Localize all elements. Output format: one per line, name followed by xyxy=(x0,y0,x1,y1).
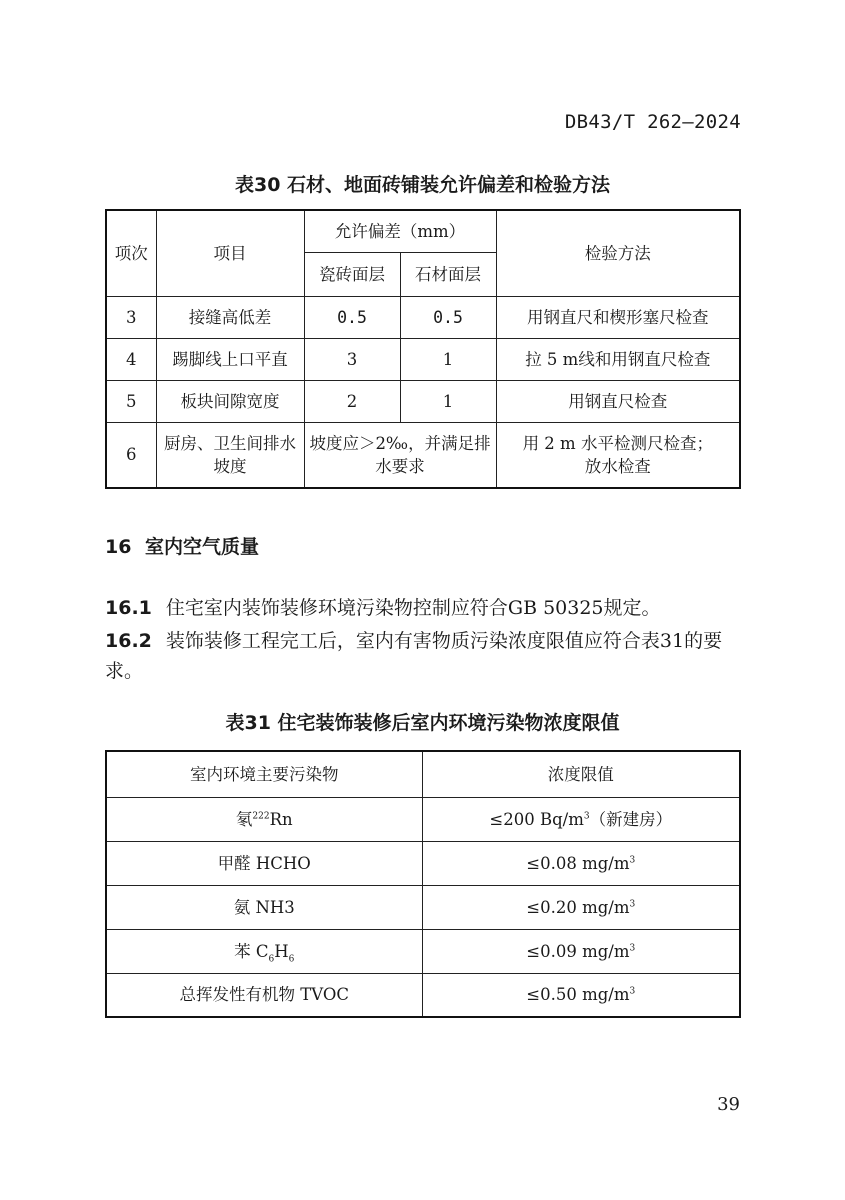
clause-text: 装饰装修工程完工后，室内有害物质污染浓度限值应符合表31的要求。 xyxy=(105,630,723,682)
clause-16-2 xyxy=(105,626,745,686)
unit-exponent: 3 xyxy=(629,943,636,953)
cell-stone: 1 xyxy=(400,338,496,380)
limit-value: ≤0.20 mg/m xyxy=(526,897,630,917)
table-row xyxy=(106,929,740,973)
header-limit: 浓度限值 xyxy=(422,751,740,797)
limit-value: ≤200 Bq/m xyxy=(489,809,584,829)
cell-item: 厨房、卫生间排水坡度 xyxy=(156,422,304,488)
table31-header-row xyxy=(106,751,740,797)
cell-pollutant: 氨 NH3 xyxy=(106,885,422,929)
header-method: 检验方法 xyxy=(496,210,740,296)
cell-no: 5 xyxy=(106,380,156,422)
clause-16-1 xyxy=(105,593,745,623)
limit-value: ≤0.09 mg/m xyxy=(526,941,630,961)
table30-title: 表30 石材、地面砖铺装允许偏差和检验方法 xyxy=(234,174,611,196)
cell-stone: 0.5 xyxy=(400,296,496,338)
isotope-number: 222 xyxy=(252,811,270,821)
table-row xyxy=(106,296,740,338)
cell-method: 用钢直尺和楔形塞尺检查 xyxy=(496,296,740,338)
header-item: 项目 xyxy=(156,210,304,296)
cell-pollutant xyxy=(106,929,422,973)
cell-pollutant xyxy=(106,797,422,841)
table-row xyxy=(106,885,740,929)
table31-title: 表31 住宅装饰装修后室内环境污染物浓度限值 xyxy=(225,712,620,734)
table-row xyxy=(106,797,740,841)
unit-exponent: 3 xyxy=(583,811,590,821)
table31 xyxy=(105,750,741,1018)
cell-pollutant: 总挥发性有机物 TVOC xyxy=(106,973,422,1017)
section-heading xyxy=(105,532,259,559)
unit-exponent: 3 xyxy=(629,986,636,997)
cell-no: 3 xyxy=(106,296,156,338)
cell-limit xyxy=(422,797,740,841)
limit-value: ≤0.08 mg/m xyxy=(526,853,630,873)
clause-number: 16.2 xyxy=(105,630,152,652)
table-row xyxy=(106,973,740,1017)
table30-header-row xyxy=(106,210,740,252)
page-number: 39 xyxy=(717,1094,740,1115)
cell-pollutant: 甲醛 HCHO xyxy=(106,841,422,885)
unit-exponent: 3 xyxy=(629,855,636,865)
table-row xyxy=(106,422,740,488)
subscript: 6 xyxy=(268,953,275,964)
cell-no: 4 xyxy=(106,338,156,380)
cell-ceramic: 2 xyxy=(304,380,400,422)
table-row xyxy=(106,841,740,885)
table30 xyxy=(105,209,741,489)
limit-value: ≤0.50 mg/m xyxy=(526,985,630,1005)
cell-merged-requirement: 坡度应＞2‰，并满足排水要求 xyxy=(304,422,496,488)
cell-limit xyxy=(422,973,740,1017)
cell-item: 踢脚线上口平直 xyxy=(156,338,304,380)
header-allowable: 允许偏差（mm） xyxy=(304,210,496,252)
clause-text: 住宅室内装饰装修环境污染物控制应符合GB 50325规定。 xyxy=(165,597,661,619)
section-number: 16 xyxy=(105,536,132,558)
cell-limit xyxy=(422,929,740,973)
cell-limit xyxy=(422,841,740,885)
pollutant-name: 苯 C xyxy=(234,941,269,961)
header-stone: 石材面层 xyxy=(400,252,496,296)
document-code: DB43/T 262—2024 xyxy=(564,111,741,133)
cell-ceramic: 3 xyxy=(304,338,400,380)
section-title: 室内空气质量 xyxy=(145,536,260,558)
cell-item: 接缝高低差 xyxy=(156,296,304,338)
subscript: 6 xyxy=(288,953,295,964)
cell-ceramic: 0.5 xyxy=(304,296,400,338)
table-row xyxy=(106,338,740,380)
cell-method: 用钢直尺检查 xyxy=(496,380,740,422)
unit-exponent: 3 xyxy=(629,899,636,909)
cell-no: 6 xyxy=(106,422,156,488)
cell-method: 用 2 m 水平检测尺检查；放水检查 xyxy=(496,422,740,488)
cell-limit xyxy=(422,885,740,929)
element-symbol: Rn xyxy=(269,809,293,829)
limit-note: （新建房） xyxy=(589,809,673,829)
cell-item: 板块间隙宽度 xyxy=(156,380,304,422)
header-item-no: 项次 xyxy=(106,210,156,296)
cell-method: 拉 5 m线和用钢直尺检查 xyxy=(496,338,740,380)
header-pollutant: 室内环境主要污染物 xyxy=(106,751,422,797)
cell-stone: 1 xyxy=(400,380,496,422)
clause-number: 16.1 xyxy=(105,597,152,619)
table-row xyxy=(106,380,740,422)
pollutant-name: 氡 xyxy=(235,809,253,829)
header-ceramic: 瓷砖面层 xyxy=(304,252,400,296)
element-symbol: H xyxy=(274,941,289,961)
